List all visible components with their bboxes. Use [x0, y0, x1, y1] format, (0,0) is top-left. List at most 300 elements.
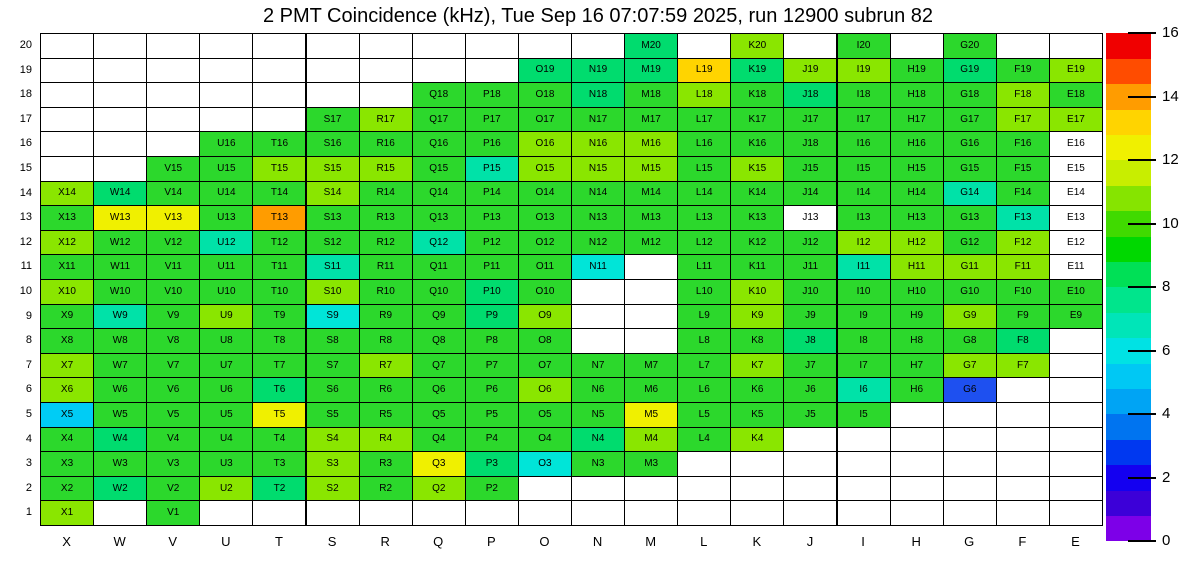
heatmap-cell	[837, 33, 891, 59]
cell-label: K16	[748, 138, 767, 150]
heatmap-cell	[783, 181, 837, 207]
heatmap-cell	[890, 451, 944, 477]
cell-label: P14	[482, 187, 501, 199]
heatmap-cell	[1049, 254, 1103, 280]
cell-label: U3	[219, 457, 233, 469]
heatmap-cell	[518, 181, 572, 207]
cell-label: Q7	[432, 359, 446, 371]
cell-label: V14	[164, 187, 183, 199]
colorbar-band	[1106, 58, 1151, 84]
heatmap-cell	[252, 500, 306, 526]
heatmap-cell	[518, 377, 572, 403]
heatmap-cell	[571, 402, 625, 428]
cell-label: L5	[698, 408, 710, 420]
cell-label: X1	[60, 507, 74, 519]
cell-label: S2	[326, 482, 339, 494]
cell-label: H6	[910, 384, 924, 396]
cell-label: S14	[323, 187, 342, 199]
heatmap-cell	[730, 279, 784, 305]
heatmap-cell	[783, 82, 837, 108]
heatmap-cell	[252, 156, 306, 182]
heatmap-cell	[730, 500, 784, 526]
heatmap-cell	[465, 58, 519, 84]
cell-label: L8	[698, 334, 710, 346]
cell-label: X13	[58, 211, 76, 223]
heatmap-cell	[412, 500, 466, 526]
cell-label: S9	[326, 310, 339, 322]
heatmap-cell	[93, 500, 147, 526]
x-tick-label: W	[113, 534, 126, 549]
heatmap-cell	[624, 304, 678, 330]
cell-label: M12	[641, 236, 661, 248]
cell-label: R11	[376, 261, 395, 273]
heatmap-cell	[359, 451, 413, 477]
cell-label: X5	[60, 408, 74, 420]
cell-label: O14	[535, 187, 555, 199]
cell-label: G9	[963, 310, 977, 322]
cell-label: E14	[1067, 187, 1085, 199]
cell-label: G18	[960, 88, 980, 100]
heatmap-cell	[146, 427, 200, 453]
heatmap-cell	[837, 451, 891, 477]
heatmap-cell	[996, 304, 1050, 330]
cell-label: E17	[1067, 113, 1085, 125]
cell-label: M19	[641, 64, 661, 76]
cell-label: V15	[164, 162, 183, 174]
cell-label: J18	[802, 138, 819, 150]
cell-label: F19	[1014, 64, 1032, 76]
cell-label: O9	[538, 310, 552, 322]
heatmap-cell	[571, 500, 625, 526]
heatmap-cell	[837, 427, 891, 453]
heatmap-cell	[518, 304, 572, 330]
y-tick-label: 15	[19, 162, 32, 174]
heatmap-cell	[412, 33, 466, 59]
cell-label: N5	[591, 408, 605, 420]
cell-label: H11	[907, 261, 926, 273]
cell-label: G6	[963, 384, 977, 396]
heatmap-cell	[624, 254, 678, 280]
heatmap-cell	[252, 328, 306, 354]
cell-label: H10	[907, 285, 926, 297]
cell-label: P8	[485, 334, 498, 346]
heatmap-cell	[783, 254, 837, 280]
heatmap-cell	[1049, 205, 1103, 231]
cell-label: U9	[219, 310, 233, 322]
heatmap-cell	[837, 279, 891, 305]
heatmap-cell	[624, 33, 678, 59]
cell-label: R13	[376, 211, 395, 223]
cell-label: L16	[695, 138, 713, 150]
heatmap-cell	[1049, 427, 1103, 453]
cell-label: P11	[483, 261, 501, 273]
heatmap-cell	[996, 82, 1050, 108]
cell-label: M16	[641, 138, 661, 150]
cell-label: G8	[963, 334, 977, 346]
heatmap-cell	[465, 82, 519, 108]
cell-label: W4	[112, 433, 128, 445]
y-tick-label: 7	[25, 358, 32, 371]
heatmap-cell	[40, 476, 94, 502]
heatmap-cell	[730, 304, 784, 330]
cell-label: N7	[591, 359, 605, 371]
heatmap-cell	[412, 58, 466, 84]
heatmap-cell	[93, 107, 147, 133]
cell-label: M18	[641, 88, 661, 100]
heatmap-cell	[890, 254, 944, 280]
cell-label: N11	[589, 261, 607, 273]
heatmap-cell	[412, 402, 466, 428]
colorbar-band	[1106, 135, 1151, 161]
heatmap-cell	[518, 230, 572, 256]
heatmap-cell	[465, 131, 519, 157]
heatmap-cell	[783, 230, 837, 256]
heatmap-cell	[890, 33, 944, 59]
heatmap-cell	[146, 353, 200, 379]
cell-label: O7	[538, 359, 552, 371]
heatmap-cell	[677, 500, 731, 526]
cell-label: X11	[58, 261, 76, 273]
heatmap-cell	[571, 328, 625, 354]
cell-label: P17	[482, 113, 501, 125]
cell-label: P2	[485, 482, 498, 494]
cell-label: Q5	[432, 408, 446, 420]
heatmap-cell	[996, 427, 1050, 453]
heatmap-cell	[412, 131, 466, 157]
heatmap-cell	[465, 451, 519, 477]
heatmap-cell	[1049, 230, 1103, 256]
heatmap-cell	[890, 304, 944, 330]
heatmap-cell	[146, 279, 200, 305]
heatmap-cell	[1049, 156, 1103, 182]
heatmap-cell	[199, 427, 253, 453]
heatmap-cell	[677, 131, 731, 157]
colorbar-band	[1106, 363, 1151, 389]
x-tick-label: H	[911, 534, 921, 549]
heatmap-cell	[199, 402, 253, 428]
heatmap-cell	[306, 33, 360, 59]
heatmap-cell	[783, 205, 837, 231]
cell-label: F18	[1014, 88, 1032, 100]
heatmap-cell	[1049, 377, 1103, 403]
y-tick-label: 3	[25, 457, 32, 470]
heatmap-cell	[40, 328, 94, 354]
cell-label: V12	[164, 236, 183, 248]
cell-label: H18	[907, 88, 926, 100]
heatmap-cell	[40, 254, 94, 280]
cell-label: T11	[271, 261, 288, 273]
heatmap-cell	[412, 476, 466, 502]
heatmap-cell	[359, 476, 413, 502]
heatmap-cell	[730, 205, 784, 231]
heatmap-cell	[1049, 328, 1103, 354]
colorbar-tick-label: 10	[1162, 214, 1179, 232]
heatmap-cell	[93, 33, 147, 59]
heatmap-cell	[518, 402, 572, 428]
heatmap-cell	[943, 230, 997, 256]
heatmap-cell	[943, 82, 997, 108]
heatmap-cell	[730, 230, 784, 256]
heatmap-cell	[412, 328, 466, 354]
cell-label: P16	[482, 138, 501, 150]
heatmap-cell	[996, 107, 1050, 133]
heatmap-cell	[359, 58, 413, 84]
heatmap-cell	[943, 377, 997, 403]
colorbar-band	[1106, 160, 1151, 186]
heatmap-cell	[677, 427, 731, 453]
cell-label: P9	[485, 310, 498, 322]
heatmap-cell	[465, 402, 519, 428]
heatmap-cell	[943, 58, 997, 84]
cell-label: E9	[1069, 310, 1083, 322]
heatmap-cell	[252, 107, 306, 133]
cell-label: R5	[379, 408, 393, 420]
cell-label: R7	[379, 359, 393, 371]
heatmap-cell	[412, 279, 466, 305]
x-tick-label: F	[1018, 534, 1027, 549]
cell-label: M17	[641, 113, 661, 125]
heatmap-cell	[943, 279, 997, 305]
heatmap-cell	[943, 181, 997, 207]
cell-label: F7	[1017, 359, 1029, 371]
cell-label: T10	[270, 285, 289, 297]
colorbar-band	[1106, 389, 1151, 415]
heatmap-cell	[146, 254, 200, 280]
cell-label: S5	[326, 408, 339, 420]
heatmap-cell	[837, 82, 891, 108]
heatmap-cell	[837, 402, 891, 428]
heatmap-cell	[412, 451, 466, 477]
x-tick-label: N	[592, 534, 603, 549]
colorbar-tick	[1128, 540, 1156, 542]
cell-label: P3	[485, 457, 498, 469]
heatmap-cell	[996, 230, 1050, 256]
cell-label: I16	[856, 138, 871, 150]
cell-label: Q3	[432, 457, 446, 469]
cell-label: G13	[960, 211, 980, 223]
cell-label: K20	[748, 39, 767, 51]
cell-label: Q2	[432, 482, 446, 494]
heatmap-cell	[677, 279, 731, 305]
heatmap-cell	[677, 205, 731, 231]
heatmap-cell	[571, 451, 625, 477]
heatmap-cell	[93, 205, 147, 231]
cell-label: M3	[644, 457, 659, 469]
cell-label: L4	[698, 433, 710, 445]
cell-label: U16	[217, 138, 236, 150]
x-tick-label: P	[487, 534, 496, 549]
heatmap-cell	[252, 82, 306, 108]
cell-label: R16	[376, 138, 395, 150]
cell-label: L15	[695, 162, 713, 174]
heatmap-cell	[146, 82, 200, 108]
heatmap-cell	[837, 476, 891, 502]
heatmap-cell	[837, 254, 891, 280]
cell-label: Q15	[429, 162, 449, 174]
heatmap-cell	[306, 58, 360, 84]
cell-label: K14	[748, 187, 767, 199]
cell-label: I11	[856, 261, 871, 273]
cell-label: O3	[538, 457, 552, 469]
heatmap-cell	[306, 377, 360, 403]
cell-label: W14	[109, 187, 131, 199]
cell-label: O19	[535, 64, 555, 76]
cell-label: G16	[960, 138, 980, 150]
heatmap-cell	[518, 279, 572, 305]
cell-label: H9	[910, 310, 924, 322]
cell-label: R4	[379, 433, 393, 445]
cell-label: P15	[482, 162, 501, 174]
y-tick-label: 6	[25, 383, 32, 396]
cell-label: E13	[1067, 211, 1085, 223]
heatmap-cell	[518, 254, 572, 280]
heatmap-cell	[306, 279, 360, 305]
cell-label: M7	[644, 359, 659, 371]
heatmap-cell	[624, 181, 678, 207]
cell-label: W12	[109, 236, 131, 248]
heatmap-cell	[465, 328, 519, 354]
heatmap-cell	[93, 131, 147, 157]
cell-label: O18	[535, 88, 555, 100]
cell-label: T12	[270, 236, 289, 248]
cell-label: J5	[805, 408, 816, 420]
cell-label: J11	[802, 261, 819, 273]
heatmap-cell	[943, 402, 997, 428]
cell-label: W8	[112, 334, 128, 346]
heatmap-cell	[199, 82, 253, 108]
cell-label: M15	[641, 162, 661, 174]
heatmap-cell	[837, 500, 891, 526]
heatmap-cell	[146, 230, 200, 256]
colorbar-tick	[1128, 477, 1156, 479]
cell-label: X2	[60, 482, 74, 494]
heatmap-cell	[624, 230, 678, 256]
heatmap-cell	[518, 451, 572, 477]
cell-label: N6	[591, 384, 605, 396]
cell-label: Q10	[429, 285, 449, 297]
heatmap-cell	[518, 33, 572, 59]
heatmap-cell	[359, 402, 413, 428]
heatmap-cell	[146, 107, 200, 133]
heatmap-cell	[571, 304, 625, 330]
heatmap-cell	[412, 353, 466, 379]
cell-label: K10	[748, 285, 767, 297]
heatmap-cell	[1049, 181, 1103, 207]
heatmap-cell	[146, 328, 200, 354]
heatmap-cell	[306, 476, 360, 502]
cell-label: W3	[112, 457, 128, 469]
heatmap-cell	[730, 451, 784, 477]
heatmap-cell	[996, 279, 1050, 305]
cell-label: E11	[1067, 261, 1085, 273]
heatmap-cell	[837, 353, 891, 379]
cell-label: I7	[859, 359, 868, 371]
heatmap-cell	[199, 205, 253, 231]
heatmap-cell	[40, 451, 94, 477]
heatmap-cell	[252, 377, 306, 403]
cell-label: J14	[802, 187, 819, 199]
x-tick-label: L	[700, 534, 708, 549]
heatmap-cell	[837, 58, 891, 84]
heatmap-cell	[730, 181, 784, 207]
heatmap-cell	[1049, 107, 1103, 133]
cell-label: R14	[376, 187, 395, 199]
heatmap-cell	[518, 427, 572, 453]
heatmap-cell	[465, 279, 519, 305]
cell-label: T14	[270, 187, 289, 199]
heatmap-cell	[518, 107, 572, 133]
heatmap-cell	[465, 427, 519, 453]
heatmap-cell	[730, 156, 784, 182]
heatmap-cell	[677, 402, 731, 428]
heatmap-cell	[730, 377, 784, 403]
heatmap-cell	[943, 476, 997, 502]
heatmap-cell	[677, 254, 731, 280]
colorbar-tick	[1128, 350, 1156, 352]
heatmap-cell	[93, 427, 147, 453]
heatmap-cell	[783, 58, 837, 84]
cell-label: X4	[60, 433, 74, 445]
heatmap-cell	[40, 82, 94, 108]
cell-label: S8	[326, 334, 339, 346]
y-tick-label: 16	[19, 137, 32, 150]
heatmap-cell	[996, 181, 1050, 207]
heatmap-cell	[943, 304, 997, 330]
x-tick-label: I	[861, 534, 865, 549]
heatmap-cell	[199, 156, 253, 182]
cell-label: P10	[482, 285, 501, 297]
heatmap-cell	[518, 328, 572, 354]
heatmap-cell	[943, 131, 997, 157]
cell-label: F13	[1014, 211, 1032, 223]
heatmap-cell	[730, 254, 784, 280]
cell-label: X9	[60, 310, 74, 322]
heatmap-cell	[890, 427, 944, 453]
colorbar-band	[1106, 287, 1151, 313]
heatmap-cell	[624, 279, 678, 305]
cell-label: N12	[588, 236, 608, 248]
heatmap-cell	[730, 82, 784, 108]
cell-label: W11	[110, 261, 131, 273]
heatmap-cell	[943, 353, 997, 379]
heatmap-cell	[890, 205, 944, 231]
heatmap-cell	[890, 58, 944, 84]
heatmap-cell	[518, 58, 572, 84]
cell-label: W13	[109, 211, 131, 223]
cell-label: K8	[751, 334, 764, 346]
heatmap-cell	[624, 476, 678, 502]
cell-label: I5	[859, 408, 868, 420]
cell-label: X14	[58, 187, 76, 199]
cell-label: F15	[1014, 162, 1032, 174]
cell-label: O5	[538, 408, 552, 420]
cell-label: L7	[698, 359, 710, 371]
heatmap-cell	[40, 58, 94, 84]
x-tick-label: R	[380, 534, 390, 549]
heatmap-cell	[677, 476, 731, 502]
cell-label: E10	[1067, 285, 1085, 297]
heatmap-cell	[943, 328, 997, 354]
heatmap-cell	[996, 205, 1050, 231]
x-tick-label: J	[806, 534, 814, 549]
colorbar-tick-label: 14	[1162, 87, 1179, 105]
cell-label: M20	[641, 39, 661, 51]
cell-label: Q11	[429, 261, 448, 273]
heatmap-cell	[783, 279, 837, 305]
heatmap-cell	[890, 107, 944, 133]
heatmap-cell	[996, 500, 1050, 526]
heatmap-cell	[677, 58, 731, 84]
